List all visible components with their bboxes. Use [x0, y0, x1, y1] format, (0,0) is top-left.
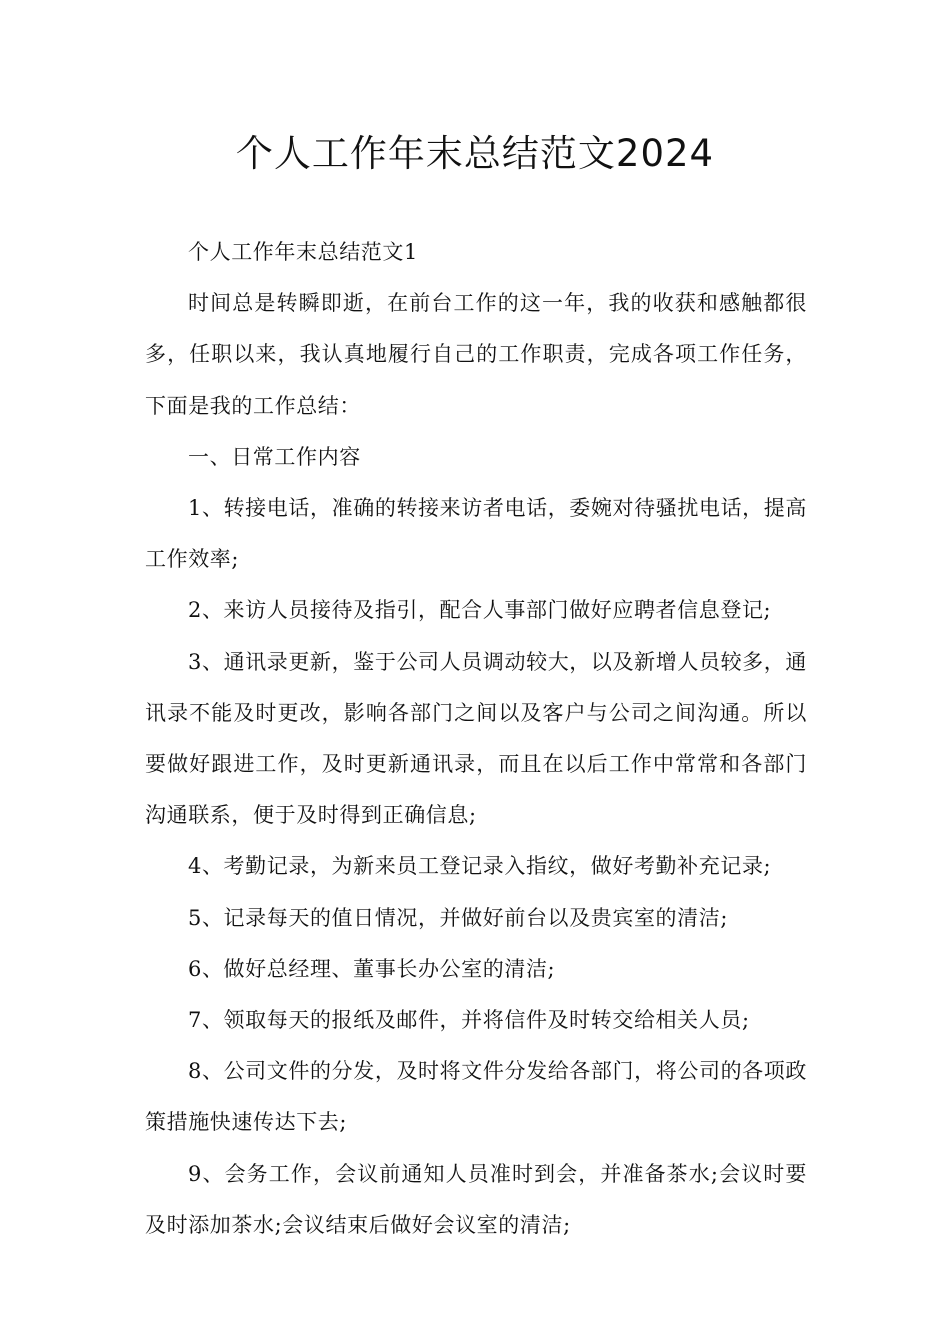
list-item-7: 7、领取每天的报纸及邮件，并将信件及时转交给相关人员;	[188, 1008, 750, 1033]
intro-paragraph: 时间总是转瞬即逝，在前台工作的这一年，我的收获和感触都很多，任职以来，我认真地履行自己的工作职责，完成各项工作任务，下面是我的工作总结：	[145, 291, 807, 418]
document-title: 个人工作年末总结范文2024	[235, 132, 715, 175]
document-body	[145, 227, 807, 1251]
list-item-4: 4、考勤记录，为新来员工登记录入指纹，做好考勤补充记录;	[188, 854, 772, 879]
list-item-5: 5、记录每天的值日情况，并做好前台以及贵宾室的清洁;	[188, 905, 729, 930]
list-item-6: 6、做好总经理、董事长办公室的清洁;	[188, 956, 556, 981]
list-item-2: 2、来访人员接待及指引，配合人事部门做好应聘者信息登记;	[188, 598, 772, 623]
section-heading-1: 个人工作年末总结范文1	[188, 240, 418, 264]
list-item-9: 9、会务工作，会议前通知人员准时到会，并准备茶水;会议时要及时添加茶水;会议结束后做好会议室的清洁;	[145, 1161, 807, 1237]
list-item-1: 1、转接电话，准确的转接来访者电话，委婉对待骚扰电话，提高工作效率;	[145, 496, 807, 572]
list-item-8: 8、公司文件的分发，及时将文件分发给各部门，将公司的各项政策措施快速传达下去;	[145, 1059, 807, 1135]
list-item-3: 3、通讯录更新，鉴于公司人员调动较大，以及新增人员较多，通讯录不能及时更改，影响各部门之间以及客户与公司之间沟通。所以要做好跟进工作，及时更新通讯录，而且在以后工作中常常和各部门沟通联系，便于及时得到正确信息;	[145, 649, 807, 828]
subsection-heading-daily-work: 一、日常工作内容	[188, 444, 361, 469]
